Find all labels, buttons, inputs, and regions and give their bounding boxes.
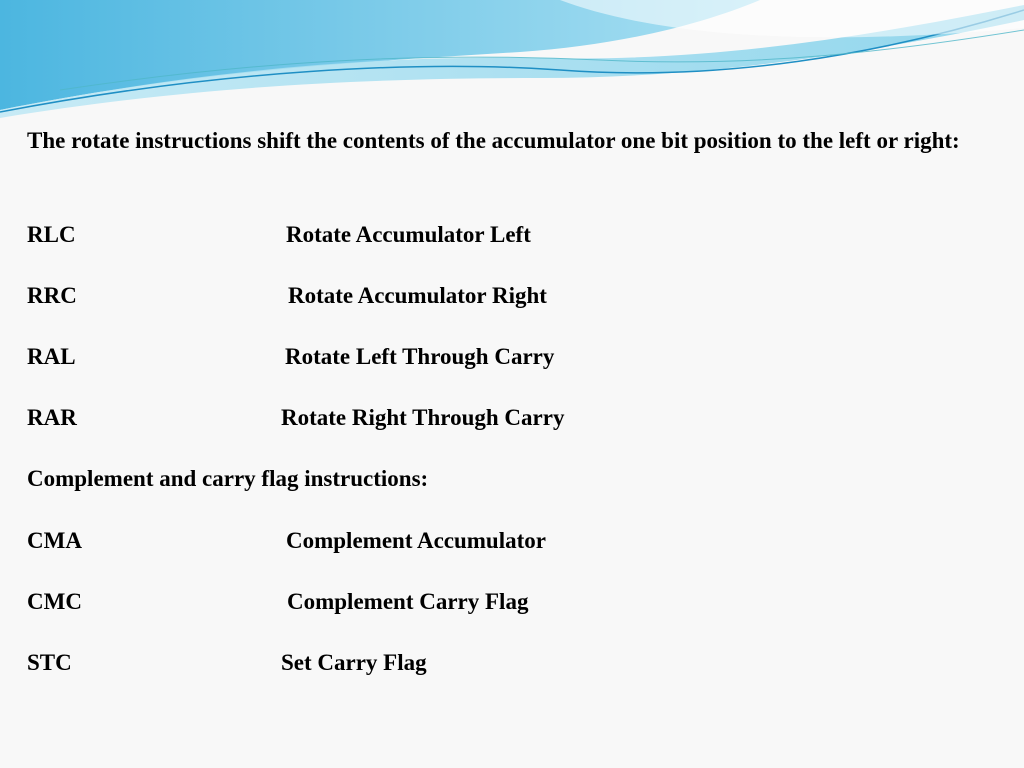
instruction-code: RAL (27, 344, 76, 369)
instruction-code: CMC (27, 589, 82, 614)
instruction-code: CMA (27, 528, 82, 553)
instruction-description: Rotate Accumulator Right (288, 283, 547, 308)
instruction-code: RRC (27, 283, 77, 308)
instruction-code: RLC (27, 222, 76, 247)
instruction-description: Set Carry Flag (281, 650, 427, 675)
complement-heading: Complement and carry flag instructions: (27, 466, 429, 491)
instruction-description: Rotate Left Through Carry (285, 344, 555, 369)
instruction-code: STC (27, 650, 72, 675)
header-wave-decoration (0, 0, 1024, 130)
instruction-description: Rotate Right Through Carry (281, 405, 565, 430)
instruction-description: Rotate Accumulator Left (286, 222, 531, 247)
instruction-description: Complement Carry Flag (287, 589, 529, 614)
instruction-code: RAR (27, 405, 77, 430)
intro-text: The rotate instructions shift the contents of the accumulator one bit position to the left or right: (27, 128, 960, 153)
slide-content (27, 126, 987, 675)
instruction-description: Complement Accumulator (286, 528, 546, 553)
